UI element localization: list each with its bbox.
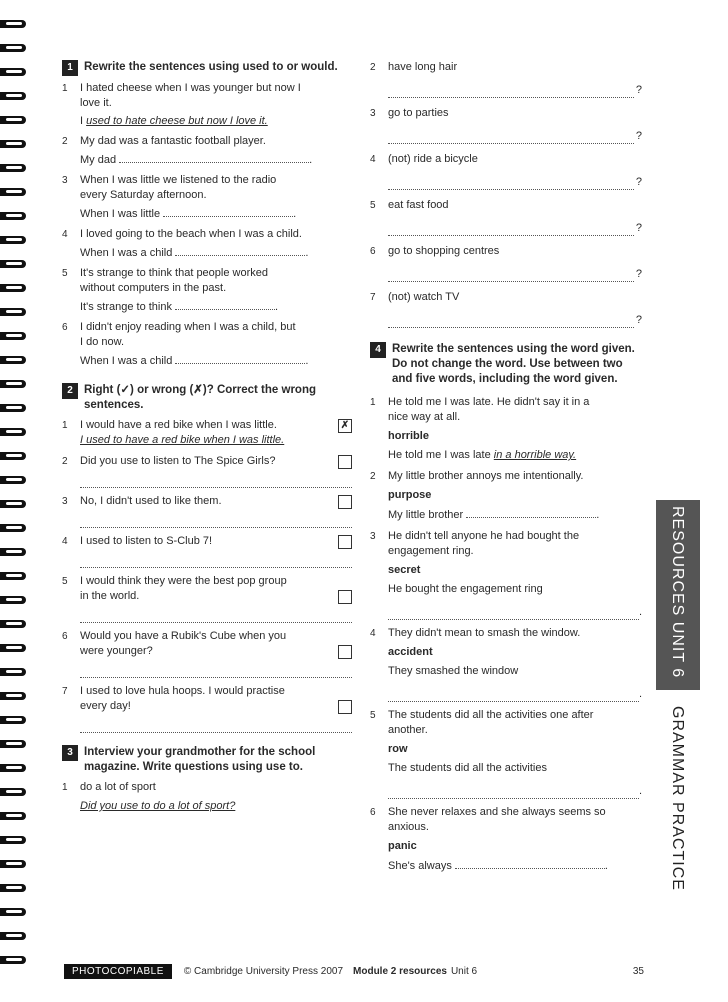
- exercise-item: 6 I didn't enjoy reading when I was a child, but I do now. When I was a child .: [62, 320, 352, 369]
- left-column: [62, 60, 352, 824]
- prompt-line: anxious.: [388, 821, 429, 833]
- unit-label: Unit 6: [450, 966, 478, 977]
- answer-checkbox[interactable]: [338, 495, 352, 509]
- key-word: horrible: [388, 430, 429, 442]
- answer-blank[interactable]: [80, 557, 352, 568]
- item-number: 5: [370, 710, 376, 721]
- section-title: Interview your grandmother for the school magazine. Write questions using use to.: [84, 746, 316, 773]
- exercise-item: [370, 106, 642, 144]
- right-column: [370, 60, 642, 884]
- key-word: row: [388, 743, 408, 755]
- section-title: Right (✓) or wrong (✗)? Correct the wrong sentences.: [84, 384, 316, 411]
- answer-blank[interactable]: [175, 299, 275, 310]
- exercise-item: [370, 395, 642, 463]
- question-mark: ?: [635, 268, 642, 280]
- item-number: 7: [370, 292, 376, 303]
- section-number: 1: [62, 60, 78, 76]
- item-number: 1: [370, 397, 376, 408]
- prompt-line: (not) watch TV: [388, 291, 460, 303]
- answer-blank[interactable]: [388, 225, 634, 236]
- answer-blank[interactable]: [388, 788, 639, 799]
- prompt-line: My little brother annoys me intentionally.: [388, 470, 584, 482]
- answer-prompt: He bought the engagement ring: [388, 583, 543, 595]
- item-number: 6: [62, 322, 68, 333]
- section-1-heading: [62, 60, 352, 76]
- section-4-heading: [370, 342, 642, 387]
- answer-blank[interactable]: [80, 517, 352, 528]
- exercise-item: [62, 534, 352, 568]
- prompt-line: When I was little we listened to the radio: [80, 174, 277, 186]
- prompt-line: She never relaxes and she always seems so: [388, 806, 606, 818]
- section-number: 2: [62, 383, 78, 399]
- example-answer: Did you use to do a lot of sport?: [80, 800, 236, 812]
- answer-blank[interactable]: [388, 133, 634, 144]
- prompt-line: another.: [388, 724, 428, 736]
- answer-blank[interactable]: [388, 317, 634, 328]
- answer-blank[interactable]: [119, 152, 309, 163]
- item-number: 2: [370, 471, 376, 482]
- prompt-line: I would think they were the best pop group: [80, 575, 287, 587]
- exercise-item: [62, 780, 352, 814]
- item-number: 4: [62, 536, 68, 547]
- exercise-item: [62, 574, 352, 623]
- item-number: 5: [62, 576, 68, 587]
- prompt-line: I hated cheese when I was younger but now I: [80, 82, 301, 94]
- spiral-binding: [0, 20, 30, 980]
- prompt-line: every day!: [80, 700, 131, 712]
- key-word: purpose: [388, 489, 432, 501]
- item-number: 6: [62, 631, 68, 642]
- prompt-line: Would you have a Rubik's Cube when you: [80, 630, 287, 642]
- exercise-item: 5 The students did all the activities one after another. row The students did all the activities .: [370, 709, 642, 797]
- item-number: 1: [62, 83, 68, 94]
- prompt-line: He didn't tell anyone he had bought the: [388, 530, 580, 542]
- item-number: 5: [62, 268, 68, 279]
- answer-blank[interactable]: [388, 691, 639, 702]
- page-footer: [64, 964, 644, 979]
- exercise-item: 6 She never relaxes and she always seems so anxious. panic She's always .: [370, 805, 642, 874]
- item-number: 7: [62, 686, 68, 697]
- exercise-item: [62, 418, 352, 448]
- side-tab-resources: [656, 500, 700, 690]
- prompt-line: Did you use to listen to The Spice Girls?: [80, 455, 276, 467]
- answer-blank[interactable]: [80, 612, 352, 623]
- prompt-line: I loved going to the beach when I was a child.: [80, 228, 302, 240]
- side-tab-label: GRAMMAR PRACTICE: [669, 706, 686, 891]
- item-number: 2: [370, 62, 376, 73]
- answer-blank[interactable]: [80, 722, 352, 733]
- item-number: 2: [62, 136, 68, 147]
- section-title: Rewrite the sentences using used to or would.: [84, 61, 338, 73]
- prompt-line: were younger?: [80, 645, 153, 657]
- item-number: 4: [62, 229, 68, 240]
- prompt-line: in the world.: [80, 590, 140, 602]
- item-number: 2: [62, 456, 68, 467]
- section-2: [62, 383, 352, 733]
- answer-prompt: My little brother: [388, 509, 464, 521]
- answer-checkbox[interactable]: [338, 700, 352, 714]
- section-1: [62, 60, 352, 369]
- answer-blank[interactable]: [175, 245, 305, 256]
- prompt-line: I would have a red bike when I was little.: [80, 419, 277, 431]
- prompt-line: The students did all the activities one after: [388, 709, 594, 721]
- answer-checkbox[interactable]: [338, 590, 352, 604]
- prompt-line: No, I didn't used to like them.: [80, 495, 222, 507]
- question-mark: ?: [635, 314, 642, 326]
- exercise-item: 2 My little brother annoys me intentionally. purpose My little brother .: [370, 469, 642, 523]
- copyright-text: © Cambridge University Press 2007: [183, 966, 344, 977]
- section-3-continued: [370, 60, 642, 328]
- section-number: 3: [62, 745, 78, 761]
- answer-blank[interactable]: [388, 179, 634, 190]
- exercise-item: [62, 684, 352, 733]
- answer-blank[interactable]: [163, 206, 293, 217]
- exercise-item: [62, 629, 352, 678]
- prompt-line: every Saturday afternoon.: [80, 189, 207, 201]
- prompt-line: have long hair: [388, 61, 458, 73]
- answer-prompt: It's strange to think: [80, 301, 172, 313]
- exercise-item: 4 I loved going to the beach when I was a child. When I was a child .: [62, 227, 352, 261]
- key-word: accident: [388, 646, 433, 658]
- example-answer: in a horrible way.: [493, 449, 577, 461]
- side-tab-grammar: [656, 700, 700, 891]
- exercise-item: 2 My dad was a fantastic football player. My dad .: [62, 134, 352, 168]
- answer-prompt: They smashed the window: [388, 665, 519, 677]
- item-number: 4: [370, 154, 376, 165]
- item-number: 3: [62, 175, 68, 186]
- example-answer: used to hate cheese but now I love it.: [86, 115, 268, 127]
- section-3-heading: [62, 745, 352, 775]
- answer-blank[interactable]: [455, 858, 605, 869]
- answer-prompt: When I was little: [80, 208, 161, 220]
- answer-prompt: The students did all the activities: [388, 762, 547, 774]
- item-number: 1: [62, 782, 68, 793]
- item-number: 1: [62, 420, 68, 431]
- answer-checkbox[interactable]: [338, 645, 352, 659]
- question-mark: ?: [635, 84, 642, 96]
- prompt-line: They didn't mean to smash the window.: [388, 627, 581, 639]
- section-4: [370, 342, 642, 874]
- prompt-line: eat fast food: [388, 199, 449, 211]
- prompt-line: without computers in the past.: [80, 282, 227, 294]
- item-number: 5: [370, 200, 376, 211]
- exercise-item: [370, 198, 642, 236]
- prompt-line: (not) ride a bicycle: [388, 153, 478, 165]
- item-number: 3: [370, 108, 376, 119]
- answer-checkbox[interactable]: ✗: [338, 419, 352, 433]
- answer-checkbox[interactable]: [338, 455, 352, 469]
- question-mark: ?: [635, 176, 642, 188]
- prompt-line: I do now.: [80, 336, 125, 348]
- exercise-item: [62, 494, 352, 528]
- exercise-item: [62, 81, 352, 129]
- item-number: 6: [370, 246, 376, 257]
- item-number: 4: [370, 628, 376, 639]
- side-tab-label: RESOURCES UNIT 6: [669, 506, 686, 679]
- prompt-line: engagement ring.: [388, 545, 474, 557]
- exercise-item: [370, 290, 642, 328]
- answer-blank[interactable]: [466, 507, 596, 518]
- item-number: 3: [370, 531, 376, 542]
- section-number: 4: [370, 342, 386, 358]
- key-word: panic: [388, 840, 417, 852]
- prompt-line: go to parties: [388, 107, 449, 119]
- answer-blank[interactable]: [175, 353, 305, 364]
- section-3: [62, 745, 352, 814]
- prompt-line: do a lot of sport: [80, 781, 156, 793]
- exercise-item: [370, 60, 642, 98]
- section-2-heading: [62, 383, 352, 413]
- exercise-item: [370, 244, 642, 282]
- question-mark: ?: [635, 222, 642, 234]
- prompt-line: I didn't enjoy reading when I was a child, but: [80, 321, 296, 333]
- exercise-item: [62, 454, 352, 488]
- answer-prompt: My dad: [80, 154, 117, 166]
- prompt-line: It's strange to think that people worked: [80, 267, 268, 279]
- section-title: Rewrite the sentences using the word given. Do not change the word. Use between two and five words, including the word given.: [392, 343, 635, 385]
- correction-answer: I used to have a red bike when I was little.: [80, 434, 285, 446]
- item-number: 3: [62, 496, 68, 507]
- prompt-line: love it.: [80, 97, 112, 109]
- exercise-item: [370, 152, 642, 190]
- answer-checkbox[interactable]: [338, 535, 352, 549]
- exercise-item: 5 It's strange to think that people worked without computers in the past. It's strange to think .: [62, 266, 352, 315]
- prompt-line: nice way at all.: [388, 411, 461, 423]
- prompt-line: go to shopping centres: [388, 245, 500, 257]
- answer-prompt: She's always: [388, 860, 452, 872]
- exercise-item: 3 When I was little we listened to the radio every Saturday afternoon. When I was little .: [62, 173, 352, 222]
- prompt-line: My dad was a fantastic football player.: [80, 135, 266, 147]
- answer-blank[interactable]: [388, 87, 634, 98]
- question-mark: ?: [635, 130, 642, 142]
- prompt-line: I used to love hula hoops. I would practise: [80, 685, 285, 697]
- answer-prompt: He told me I was late: [388, 449, 491, 461]
- prompt-line: He told me I was late. He didn't say it in a: [388, 396, 590, 408]
- item-number: 6: [370, 807, 376, 818]
- key-word: secret: [388, 564, 421, 576]
- module-label: Module 2 resources: [353, 966, 447, 977]
- photocopiable-badge: PHOTOCOPIABLE: [64, 964, 172, 979]
- answer-prompt: When I was a child: [80, 355, 173, 367]
- answer-blank[interactable]: [388, 271, 634, 282]
- exercise-item: 4 They didn't mean to smash the window. accident They smashed the window .: [370, 627, 642, 700]
- answer-blank[interactable]: [80, 667, 352, 678]
- answer-blank[interactable]: [388, 609, 639, 620]
- answer-prompt: When I was a child: [80, 247, 173, 259]
- exercise-item: 3 He didn't tell anyone he had bought the engagement ring. secret He bought the engagement ring .: [370, 530, 642, 618]
- prompt-line: I used to listen to S-Club 7!: [80, 535, 213, 547]
- answer-prefix: I: [80, 115, 84, 127]
- answer-blank[interactable]: [80, 477, 352, 488]
- page-number: 35: [632, 966, 644, 977]
